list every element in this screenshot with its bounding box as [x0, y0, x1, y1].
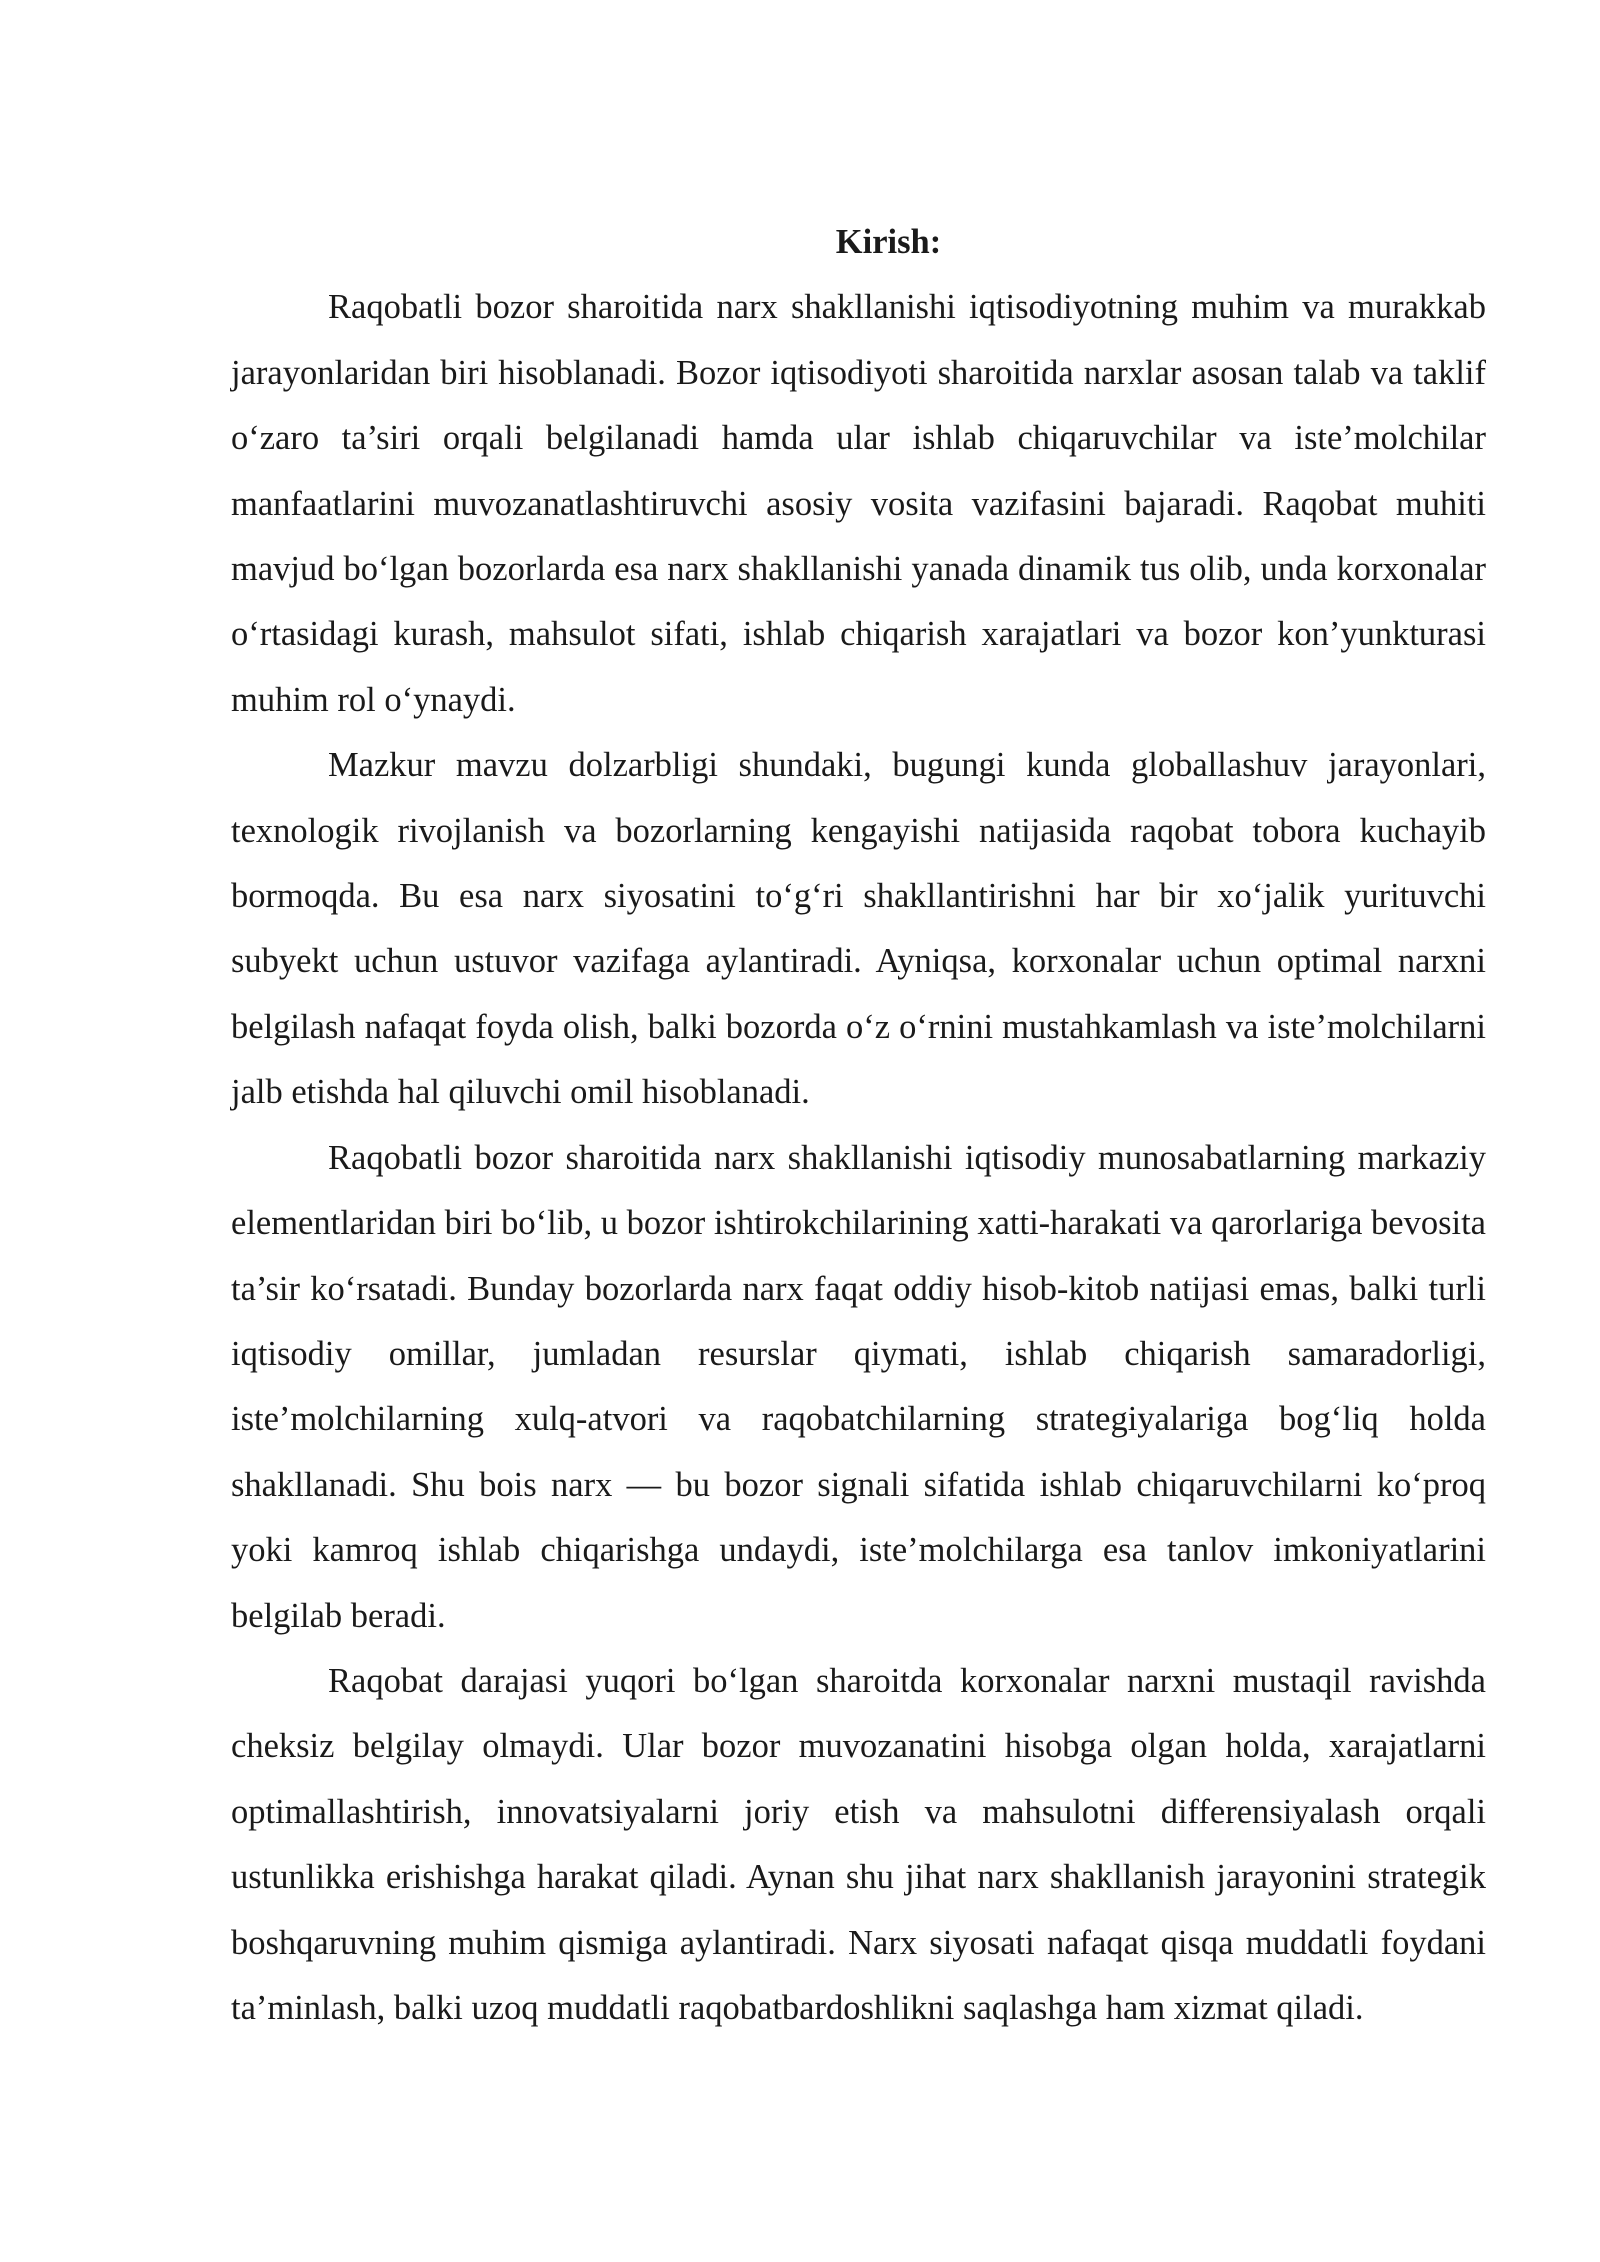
paragraph-2: Mazkur mavzu dolzarbligi shundaki, bugungi kunda globallashuv jarayonlari, texnologik rivojlanish va bozorlarning kengayishi natijasida raqobat tobora kuchayib bormoqda. Bu esa narx siyosatini to‘g‘ri shakllantirishni har bir xo‘jalik yurituvchi subyekt uchun ustuvor vazifaga aylantiradi. Ayniqsa, korxonalar uchun optimal narxni belgilash nafaqat foyda olish, balki bozorda o‘z o‘rnini mustahkamlash va iste’molchilarni jalb etishda hal qiluvchi omil hisoblanadi. [231, 746, 1486, 1112]
document-body [231, 210, 1486, 2041]
paragraph-1: Raqobatli bozor sharoitida narx shakllanishi iqtisodiyotning muhim va murakkab jarayonlaridan biri hisoblanadi. Bozor iqtisodiyoti sharoitida narxlar asosan talab va taklif o‘zaro ta’siri orqali belgilanadi hamda ular ishlab chiqaruvchilar va iste’molchilar manfaatlarini muvozanatlashtiruvchi asosiy vosita vazifasini bajaradi. Raqobat muhiti mavjud bo‘lgan bozorlarda esa narx shakllanishi yanada dinamik tus olib, unda korxonalar o‘rtasidagi kurash, mahsulot sifati, ishlab chiqarish xarajatlari va bozor kon’yunkturasi muhim rol o‘ynaydi. [231, 288, 1486, 719]
page-title: Kirish: [835, 223, 942, 261]
paragraph-4: Raqobat darajasi yuqori bo‘lgan sharoitda korxonalar narxni mustaqil ravishda cheksiz belgilay olmaydi. Ular bozor muvozanatini hisobga olgan holda, xarajatlarni optimallashtirish, innovatsiyalarni joriy etish va mahsulotni differensiyalash orqali ustunlikka erishishga harakat qiladi. Aynan shu jihat narx shakllanish jarayonini strategik boshqaruvning muhim qismiga aylantiradi. Narx siyosati nafaqat qisqa muddatli foydani ta’minlash, balki uzoq muddatli raqobatbardoshlikni saqlashga ham xizmat qiladi. [231, 1661, 1486, 2027]
paragraph-3: Raqobatli bozor sharoitida narx shakllanishi iqtisodiy munosabatlarning markaziy elementlaridan biri bo‘lib, u bozor ishtirokchilarining xatti-harakati va qarorlariga bevosita ta’sir ko‘rsatadi. Bunday bozorlarda narx faqat oddiy hisob-kitob natijasi emas, balki turli iqtisodiy omillar, jumladan resurslar qiymati, ishlab chiqarish samaradorligi, iste’molchilarning xulq-atvori va raqobatchilarning strategiyalariga bog‘liq holda shakllanadi. Shu bois narx — bu bozor signali sifatida ishlab chiqaruvchilarni ko‘proq yoki kamroq ishlab chiqarishga undaydi, iste’molchilarga esa tanlov imkoniyatlarini belgilab beradi. [231, 1138, 1486, 1635]
